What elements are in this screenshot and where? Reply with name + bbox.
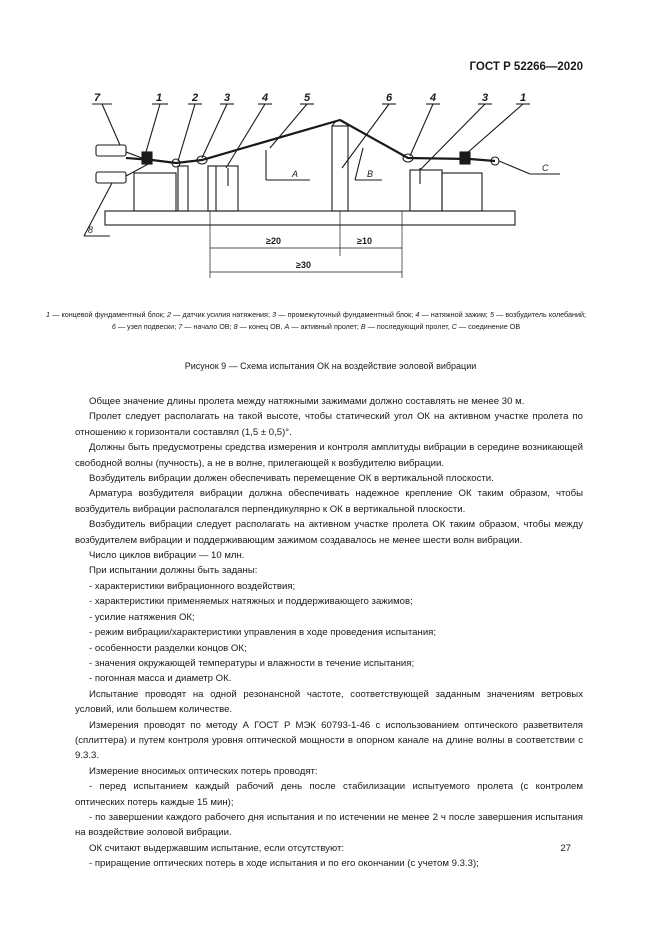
legend-text-a: — активный пролет;	[289, 322, 361, 331]
legend-key-5: 5	[489, 310, 494, 319]
right-intermediate-block	[410, 170, 442, 211]
legend-text-8: — конец ОВ,	[237, 322, 285, 331]
paragraph: Должны быть предусмотрены средства измерения и контроля амплитуды вибрации в середине возникающей свободной волны (пучность), а не в волне, прилегающей к возбудителю вибрации.	[75, 442, 583, 469]
paragraph: Пролет следует располагать на такой высоте, чтобы статический угол ОК на активном участке пролета по отношению к горизонтали составлял (1,5 ± 0,5)°.	[75, 411, 583, 438]
standard-header: ГОСТ Р 52266—2020	[469, 61, 583, 73]
list-item: - характеристики применяемых натяжных и поддерживающего зажимов;	[89, 596, 413, 608]
list-item: - режим вибрации/характеристики управления в ходе проведения испытания;	[89, 627, 437, 639]
suspension-tower	[332, 126, 348, 211]
figure-legend	[46, 309, 586, 333]
figure-label-1-left: 1	[156, 92, 163, 104]
legend-key-4: 4	[415, 310, 420, 319]
legend-text-2: — датчик усилия натяжения;	[171, 310, 273, 319]
legend-text-c: — соединение ОВ	[456, 322, 521, 331]
legend-key-7: 7	[178, 322, 183, 331]
paragraph: При испытании должны быть заданы:	[89, 565, 258, 577]
legend-key-c: C	[451, 322, 457, 331]
figure-label-6: 6	[386, 92, 393, 104]
legend-text-5: — возбудитель колебаний;	[493, 310, 586, 319]
legend-key-b: B	[360, 322, 366, 331]
dimension-10: ≥10	[357, 236, 372, 246]
legend-key-1: 1	[46, 310, 50, 319]
list-item: - приращение оптических потерь в ходе испытания и по его окончании (с учетом 9.3.3);	[89, 858, 479, 870]
optical-cable	[126, 120, 495, 163]
figure-label-3-left: 3	[224, 92, 231, 104]
list-item: - характеристики вибрационного воздействия;	[89, 580, 296, 592]
figure-label-4-left: 4	[262, 92, 269, 104]
paragraph: Испытание проводят на одной резонансной частоте, соответствующей заданным значениям ветровых условий, или большем количестве.	[75, 688, 583, 716]
paragraph: Измерения проводят по методу А ГОСТ Р МЭК 60793-1-46 с использованием оптического разветвителя (сплиттера) и путем контроля уровня оптической мощности в опорном канале на длине волны в соответствии с 9.3.3.	[75, 719, 583, 762]
paragraph: Общее значение длины пролета между натяжными зажимами должно составлять не менее 30 м.	[89, 396, 525, 407]
legend-text-3: — промежуточный фундаментный блок;	[276, 310, 416, 319]
legend-text-1: — концевой фундаментный блок;	[50, 310, 168, 319]
list-item: - усилие натяжения ОК;	[89, 611, 195, 623]
legend-key-8: 8	[233, 322, 238, 331]
list-item: - по завершении каждого рабочего дня испытания и по истечении не менее 2 ч после завершения испытания на воздействие эоловой вибрации.	[75, 811, 583, 839]
page-number: 27	[560, 843, 571, 854]
right-end-block	[442, 173, 482, 211]
figure-label-3-right: 3	[482, 92, 489, 104]
paragraph: Возбудитель вибрации должен обеспечивать перемещение ОК в вертикальной плоскости.	[89, 473, 494, 485]
paragraph: Измерение вносимых оптических потерь проводят:	[89, 765, 318, 777]
left-end-block	[134, 173, 176, 211]
figure-label-5: 5	[304, 92, 311, 104]
legend-key-6: 6	[111, 322, 116, 331]
paragraph: Возбудитель вибрации следует располагать на активном участке пролета ОК таким образом, чтобы между возбудителем вибрации и поддерживающим зажимом создавалось не менее шести волн вибрации.	[75, 519, 583, 546]
figure-label-8: 8	[88, 225, 94, 235]
legend-text-7: — начало ОВ;	[182, 322, 234, 331]
paragraph: ОК считают выдержавшим испытание, если отсутствуют:	[89, 842, 345, 854]
dimension-30: ≥30	[296, 260, 311, 270]
test-scheme-drawing	[70, 88, 590, 288]
legend-key-a: A	[284, 322, 290, 331]
figure-label-2: 2	[192, 92, 199, 104]
test-scheme-figure	[70, 88, 590, 288]
paragraph: Арматура возбудителя вибрации должна обеспечивать надежное крепление ОК таким образом, чтобы возбудитель вибрации располагался перпендикулярно к ОК в вертикальной плоскости.	[75, 488, 583, 515]
dimension-20: ≥20	[266, 236, 281, 246]
figure-label-4-right: 4	[430, 92, 437, 104]
list-item: - погонная масса и диаметр ОК.	[89, 673, 232, 685]
legend-text-6: — узел подвески;	[115, 322, 179, 331]
figure-label-a: A	[292, 169, 299, 179]
figure-label-1-right: 1	[520, 92, 527, 104]
legend-key-3: 3	[272, 310, 277, 319]
figure-label-b: B	[367, 169, 374, 179]
figure-label-7: 7	[94, 92, 101, 104]
left-intermediate-block	[208, 166, 238, 211]
figure-label-c: C	[542, 163, 549, 173]
body-text	[75, 394, 583, 872]
list-item: - особенности разделки концов ОК;	[89, 642, 247, 654]
left-sensor-post	[178, 166, 188, 211]
figure-caption: Рисунок 9 — Схема испытания ОК на воздействие эоловой вибрации	[184, 361, 477, 371]
base-slab	[105, 211, 515, 225]
fiber-start-box	[96, 145, 126, 156]
legend-text-4: — натяжной зажим;	[419, 310, 488, 319]
legend-key-2: 2	[167, 310, 172, 319]
list-item: - перед испытанием каждый рабочий день после стабилизации испытуемого пролета (с контролем оптических потерь каждые 15 мин);	[75, 781, 583, 808]
legend-text-b: — последующий пролет,	[365, 322, 450, 331]
list-item: - значения окружающей температуры и влажности в течение испытания;	[89, 657, 415, 669]
fiber-end-box	[96, 172, 126, 183]
paragraph: Число циклов вибрации — 10 млн.	[89, 550, 245, 562]
